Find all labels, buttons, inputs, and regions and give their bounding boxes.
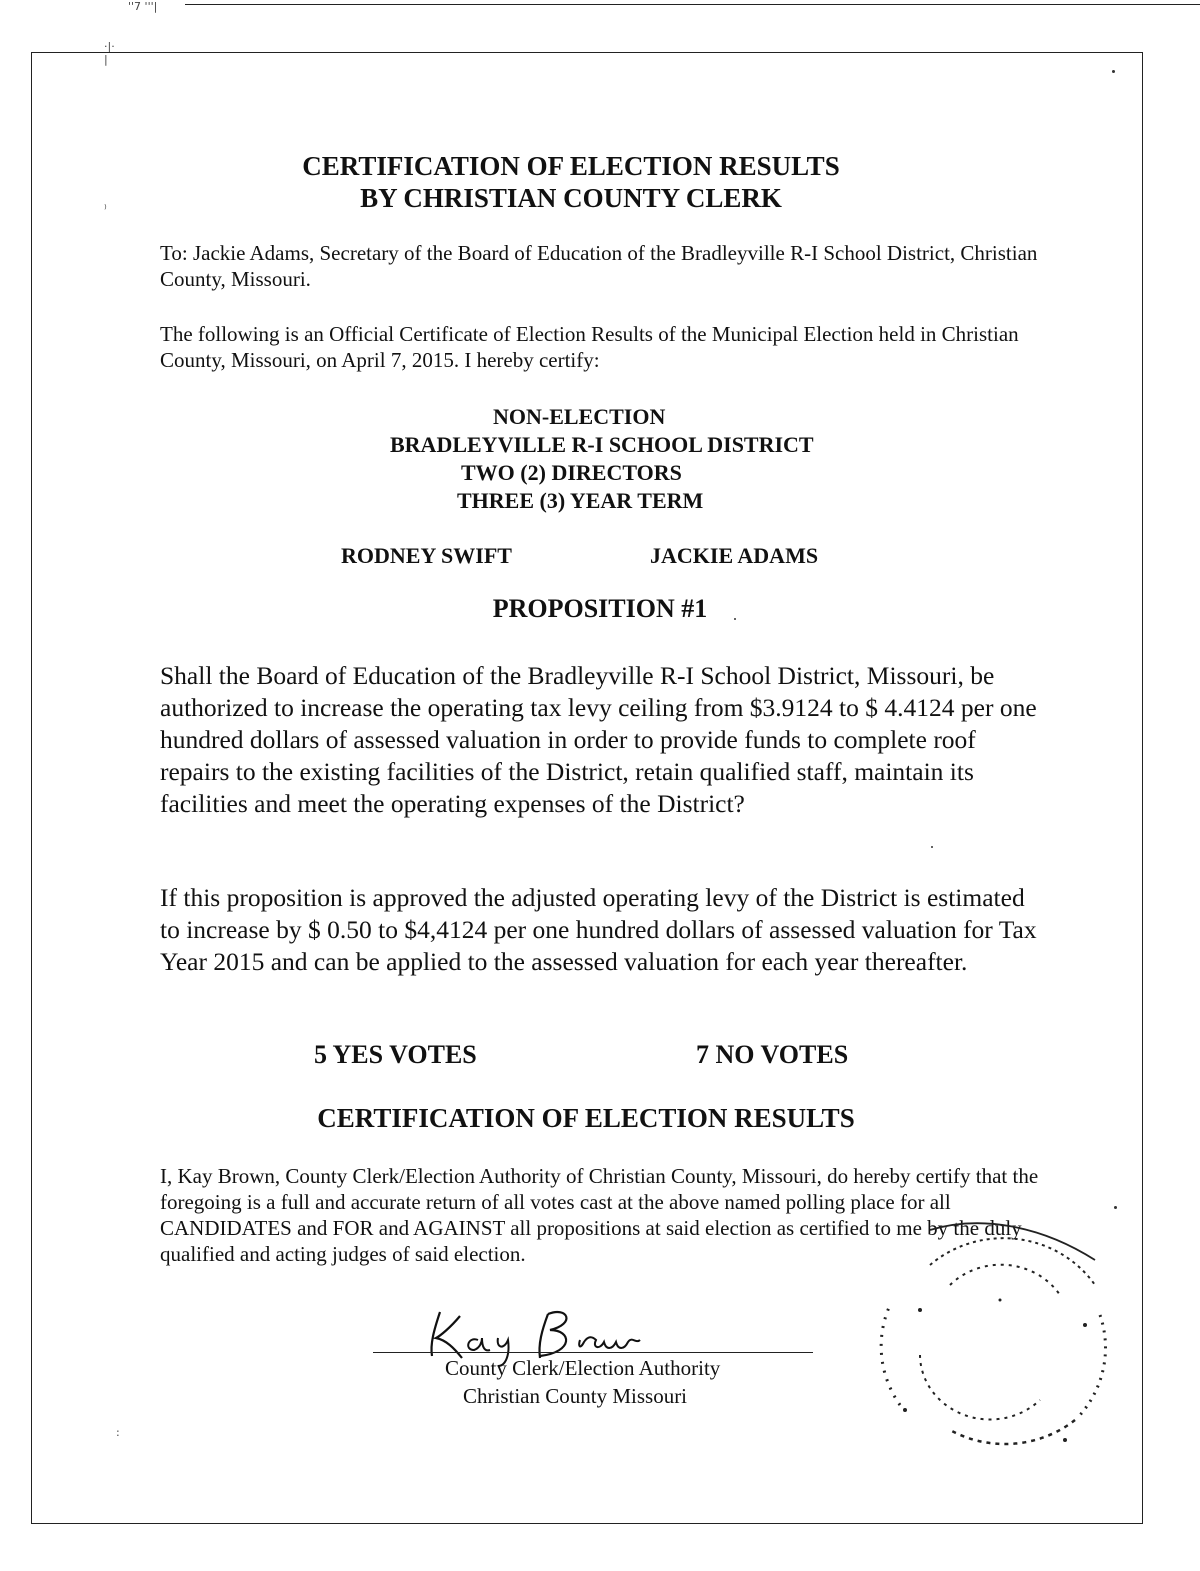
no-votes-count: 7 NO VOTES bbox=[696, 1040, 849, 1069]
race-heading-district: BRADLEYVILLE R-I SCHOOL DISTRICT bbox=[390, 432, 814, 457]
scan-artifact-mark: ⁾ bbox=[104, 202, 107, 215]
signer-county: Christian County Missouri bbox=[463, 1384, 688, 1408]
signature-line bbox=[373, 1352, 813, 1353]
proposition-question: Shall the Board of Education of the Bradleyville R-I School District, Missouri, be authorized to increase the operating tax levy ceiling from $3.9124 to $ 4.4124 per one hundred dollars of assessed valuation in order to provide funds to complete roof repairs to the existing facilities of the District, retain qualified staff, maintain its facilities and meet the operating expenses of the District? bbox=[160, 661, 1037, 818]
title-line-1: CERTIFICATION OF ELECTION RESULTS bbox=[302, 151, 840, 181]
race-heading-term: THREE (3) YEAR TERM bbox=[457, 488, 704, 513]
addressee-paragraph: To: Jackie Adams, Secretary of the Board of Education of the Bradleyville R-I School District, Christian County, Missouri. bbox=[160, 241, 1038, 291]
certification-paragraph: I, Kay Brown, County Clerk/Election Authority of Christian County, Missouri, do hereby certify that the foregoing is a full and accurate return of all votes cast at the above named polling place for all CANDIDATES and FOR and AGAINST all propositions at said election as certified to me by the duly qualified and acting judges of said election. bbox=[160, 1164, 1039, 1266]
title-line-2: BY CHRISTIAN COUNTY CLERK bbox=[360, 183, 782, 213]
document-title bbox=[0, 150, 1142, 214]
race-heading-nonelection: NON-ELECTION bbox=[493, 404, 666, 429]
proposition-title: PROPOSITION #1 bbox=[492, 594, 708, 623]
top-edge-line bbox=[185, 4, 1200, 5]
intro-paragraph: The following is an Official Certificate of Election Results of the Municipal Election held in Christian County, Missouri, on April 7, 2015. I hereby certify: bbox=[160, 322, 1019, 372]
certification-title: CERTIFICATION OF ELECTION RESULTS bbox=[317, 1103, 855, 1133]
candidate-name: JACKIE ADAMS bbox=[650, 543, 819, 568]
levy-explanation: If this proposition is approved the adjusted operating levy of the District is estimated to increase by $ 0.50 to $4,4124 per one hundred dollars of assessed valuation for Tax Year 2015 and can be applied to the assessed valuation for each year thereafter. bbox=[160, 883, 1037, 976]
scan-artifact-mark: 'ꞌ7 ꞌ'ꞌ| bbox=[128, 0, 158, 13]
yes-votes-count: 5 YES VOTES bbox=[314, 1040, 477, 1069]
county-seal-stamp bbox=[860, 1215, 1120, 1465]
scan-artifact-mark: : bbox=[116, 1426, 120, 1439]
candidate-name: RODNEY SWIFT bbox=[341, 543, 512, 568]
scan-artifact-mark: ·|· | bbox=[104, 40, 115, 66]
signer-title: County Clerk/Election Authority bbox=[445, 1356, 721, 1380]
race-heading-directors: TWO (2) DIRECTORS bbox=[461, 460, 682, 485]
